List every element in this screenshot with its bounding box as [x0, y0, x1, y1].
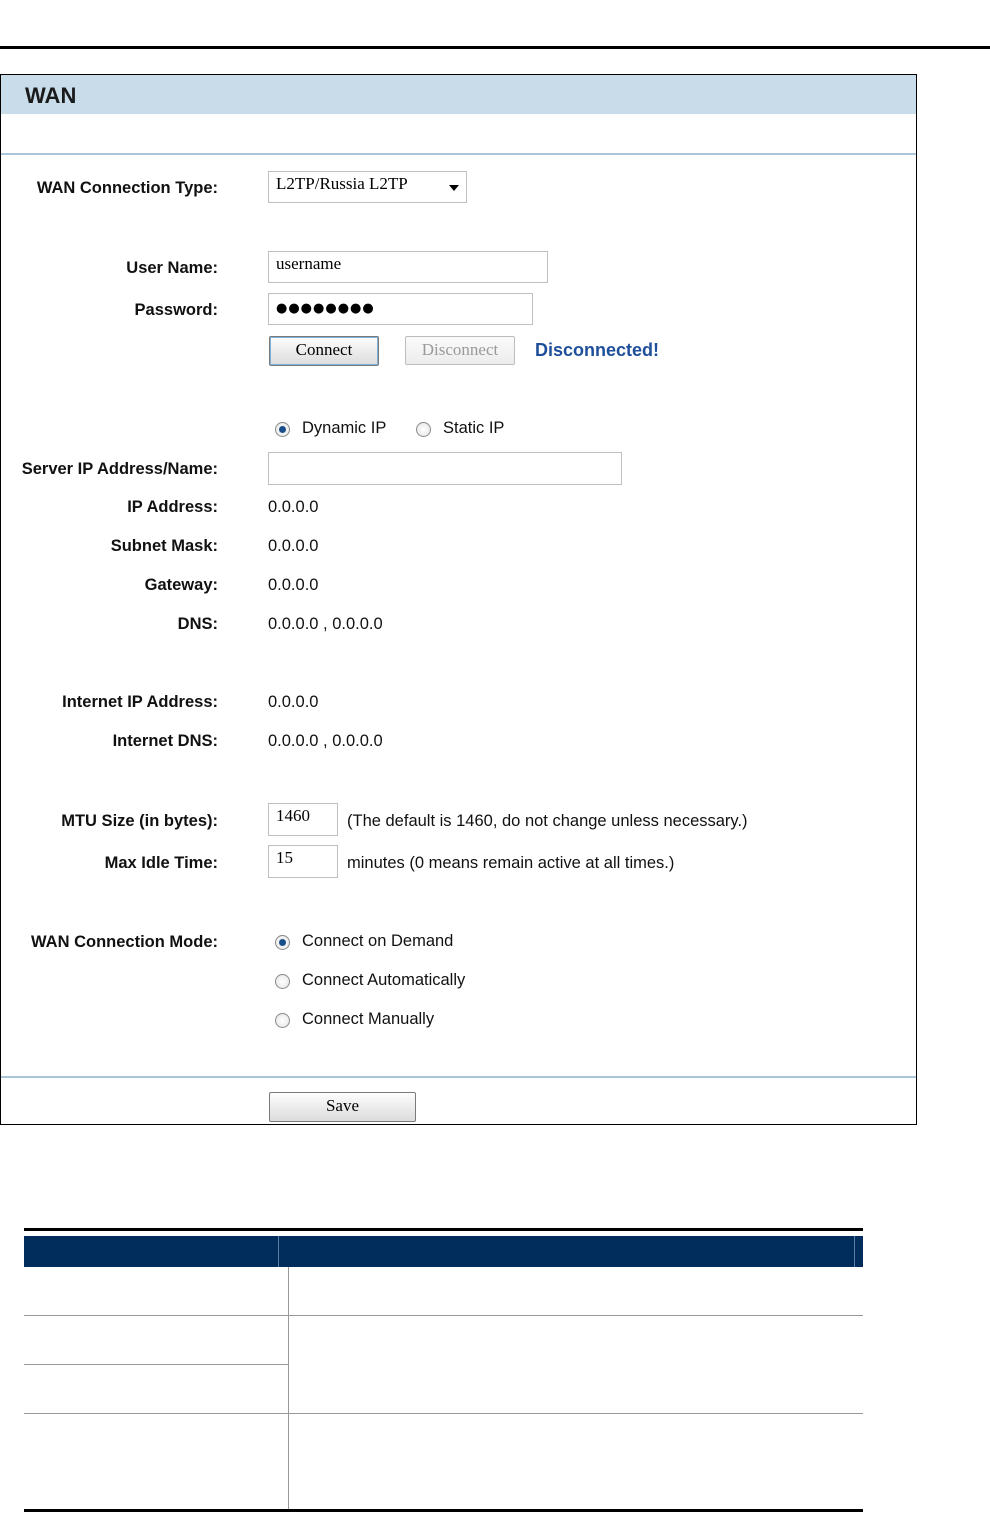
table-row: [24, 1413, 863, 1414]
mtu-hint: (The default is 1460, do not change unless necessary.): [347, 812, 748, 830]
dynamic-ip-label: Dynamic IP: [302, 419, 387, 437]
table-bottom-rule: [24, 1509, 863, 1512]
internet-dns-label: Internet DNS:: [112, 732, 218, 750]
mode-manual-radio[interactable]: [275, 1013, 290, 1028]
connection-mode-label: WAN Connection Mode:: [31, 933, 218, 951]
username-label: User Name:: [126, 259, 218, 277]
server-ip-label: Server IP Address/Name:: [21, 460, 218, 478]
disconnect-button[interactable]: Disconnect: [405, 336, 515, 365]
dynamic-ip-radio[interactable]: [275, 422, 290, 437]
wan-panel: [0, 74, 917, 1125]
mtu-input[interactable]: 1460: [268, 803, 338, 836]
username-input[interactable]: username: [268, 251, 548, 283]
gateway-value: 0.0.0.0: [268, 576, 319, 594]
connection-type-value: L2TP/Russia L2TP: [276, 174, 408, 193]
ip-address-value: 0.0.0.0: [268, 498, 319, 516]
password-label: Password:: [134, 301, 218, 319]
table-header: [24, 1236, 863, 1267]
header-divider: [1, 153, 916, 155]
internet-dns-value: 0.0.0.0 , 0.0.0.0: [268, 732, 383, 750]
mode-automatic-radio[interactable]: [275, 974, 290, 989]
idle-time-input[interactable]: 15: [268, 845, 338, 878]
dns-value: 0.0.0.0 , 0.0.0.0: [268, 615, 383, 633]
connection-type-select[interactable]: [268, 171, 467, 203]
idle-time-hint: minutes (0 means remain active at all times.): [347, 854, 675, 872]
subnet-mask-value: 0.0.0.0: [268, 537, 319, 555]
panel-header: [1, 75, 916, 114]
table-header-divider: [278, 1236, 279, 1267]
mode-on-demand-label: Connect on Demand: [302, 932, 454, 950]
dns-label: DNS:: [177, 615, 218, 633]
idle-time-label: Max Idle Time:: [104, 854, 218, 872]
connection-status: Disconnected!: [535, 340, 660, 360]
server-ip-input[interactable]: [268, 452, 622, 485]
table-column-divider: [288, 1267, 289, 1509]
mode-on-demand-radio[interactable]: [275, 935, 290, 950]
save-button[interactable]: Save: [269, 1092, 416, 1122]
mtu-label: MTU Size (in bytes):: [61, 812, 218, 830]
gateway-label: Gateway:: [144, 576, 218, 594]
static-ip-label: Static IP: [443, 419, 505, 437]
ip-address-label: IP Address:: [127, 498, 218, 516]
page-top-rule: [0, 46, 990, 49]
internet-ip-label: Internet IP Address:: [62, 693, 218, 711]
mode-automatic-label: Connect Automatically: [302, 971, 466, 989]
internet-ip-value: 0.0.0.0: [268, 693, 319, 711]
table-row: [24, 1364, 288, 1365]
panel-title: WAN: [25, 83, 77, 108]
footer-divider: [1, 1076, 916, 1078]
mode-manual-label: Connect Manually: [302, 1010, 435, 1028]
chevron-down-icon: [449, 185, 459, 191]
connect-button[interactable]: Connect: [269, 336, 379, 366]
table-row: [24, 1315, 863, 1316]
password-input[interactable]: ●●●●●●●●: [268, 293, 533, 325]
static-ip-radio[interactable]: [416, 422, 431, 437]
connection-type-label: WAN Connection Type:: [36, 179, 218, 197]
subnet-mask-label: Subnet Mask:: [110, 537, 218, 555]
table-top-rule: [24, 1228, 863, 1231]
table-header-edge: [854, 1236, 855, 1267]
